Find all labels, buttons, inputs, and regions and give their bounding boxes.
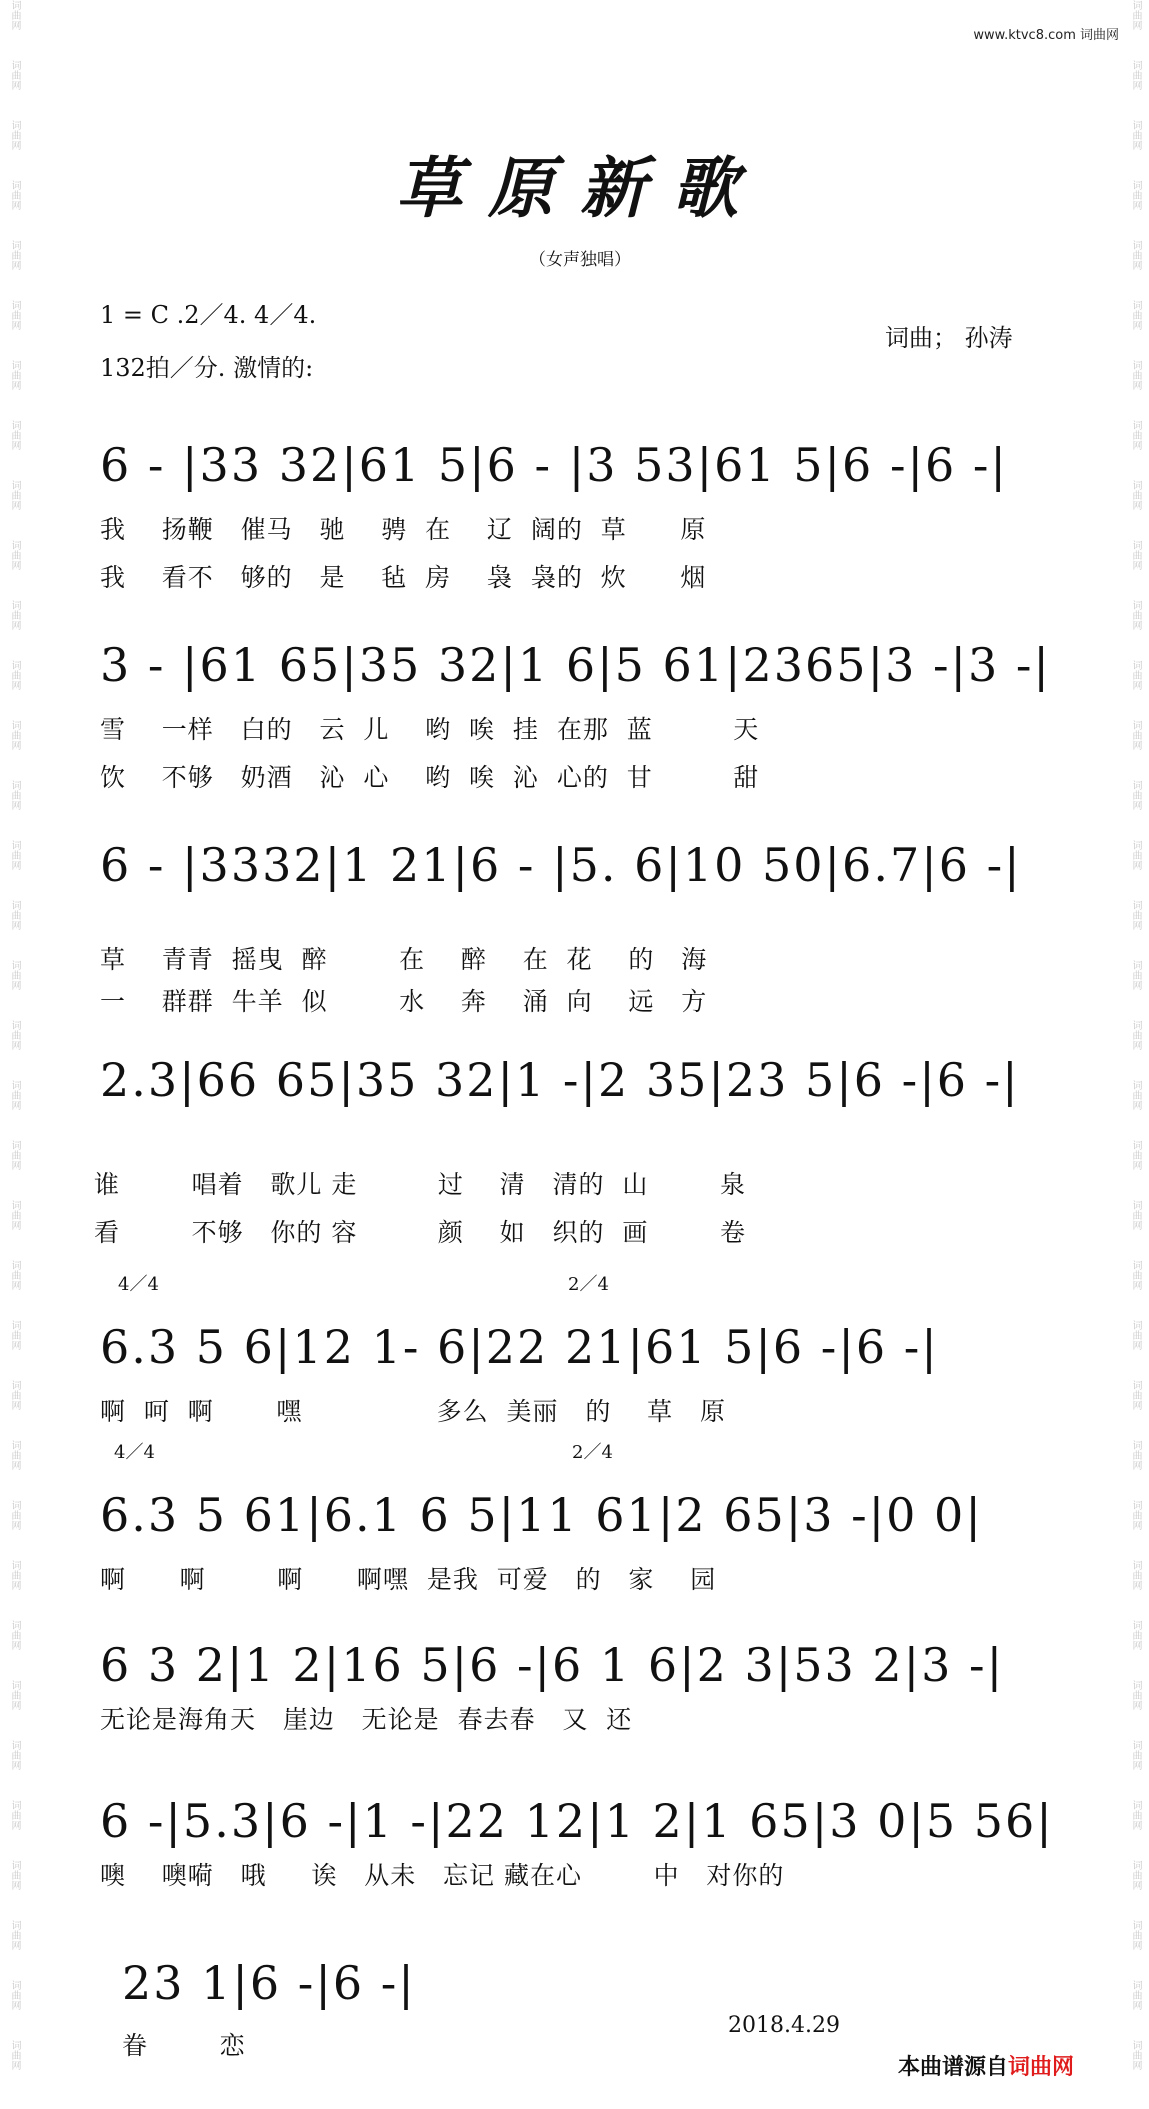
watermark-text: 词曲网 bbox=[9, 240, 20, 270]
lyric-verse-1: 眷 恋 bbox=[122, 2031, 246, 2060]
notation-line: 2.3|66 65|35 32|1 -|2 35|23 5|6 -|6 -| bbox=[100, 1053, 1020, 1107]
lyric-verse-1: 啊 啊 啊 啊嘿 是我 可爱 的 家 园 bbox=[100, 1565, 717, 1594]
watermark-text: 词曲网 bbox=[1130, 1260, 1141, 1290]
watermark-text: 词曲网 bbox=[1130, 1800, 1141, 1830]
watermark-text: 词曲网 bbox=[9, 300, 20, 330]
watermark-text: 词曲网 bbox=[9, 1920, 20, 1950]
watermark-text: 词曲网 bbox=[9, 1080, 20, 1110]
watermark-text: 词曲网 bbox=[1130, 720, 1141, 750]
watermark-text: 词曲网 bbox=[9, 420, 20, 450]
watermark-text: 词曲网 bbox=[1130, 1380, 1141, 1410]
watermark-text: 词曲网 bbox=[9, 1380, 20, 1410]
watermark-text: 词曲网 bbox=[1130, 180, 1141, 210]
watermark-text: 词曲网 bbox=[1130, 60, 1141, 90]
tempo-marking: 132拍／分. 激情的: bbox=[100, 354, 314, 382]
time-signature: 4／4 bbox=[118, 1274, 159, 1295]
watermark-text: 词曲网 bbox=[9, 1440, 20, 1470]
notation-line: 23 1|6 -|6 -| bbox=[122, 1956, 416, 2010]
watermark-text: 词曲网 bbox=[9, 1020, 20, 1050]
watermark-text: 词曲网 bbox=[1130, 660, 1141, 690]
source-credit bbox=[898, 2050, 1074, 2081]
left-watermark-strip bbox=[0, 0, 28, 2109]
time-signature: 2／4 bbox=[572, 1442, 613, 1463]
watermark-text: 词曲网 bbox=[9, 780, 20, 810]
watermark-text: 词曲网 bbox=[1130, 1320, 1141, 1350]
source-site[interactable]: 词曲网 bbox=[1008, 2055, 1075, 2080]
watermark-text: 词曲网 bbox=[1130, 1980, 1141, 2010]
watermark-text: 词曲网 bbox=[1130, 1620, 1141, 1650]
watermark-text: 词曲网 bbox=[1130, 1740, 1141, 1770]
watermark-text: 词曲网 bbox=[1130, 420, 1141, 450]
watermark-text: 词曲网 bbox=[1130, 120, 1141, 150]
watermark-text: 词曲网 bbox=[9, 60, 20, 90]
notation-line: 6.3 5 6|12 1- 6|22 21|61 5|6 -|6 -| bbox=[100, 1320, 939, 1374]
notation-line: 3 - |61 65|35 32|1 6|5 61|2365|3 -|3 -| bbox=[100, 638, 1051, 692]
composer-credit: 词曲； 孙涛 bbox=[885, 324, 1013, 352]
watermark-text: 词曲网 bbox=[9, 1320, 20, 1350]
lyric-verse-2: 饮 不够 奶酒 沁 心 哟 唉 沁 心的 甘 甜 bbox=[100, 763, 760, 792]
notation-line: 6.3 5 61|6.1 6 5|11 61|2 65|3 -|0 0| bbox=[100, 1488, 983, 1542]
time-signature: 2／4 bbox=[568, 1274, 609, 1295]
watermark-text: 词曲网 bbox=[1130, 780, 1141, 810]
watermark-text: 词曲网 bbox=[9, 120, 20, 150]
lyric-verse-1: 谁 唱着 歌儿 走 过 清 清的 山 泉 bbox=[94, 1170, 746, 1199]
watermark-text: 词曲网 bbox=[9, 1500, 20, 1530]
lyric-verse-2: 一 群群 牛羊 似 水 奔 涌 向 远 方 bbox=[100, 987, 708, 1016]
watermark-text: 词曲网 bbox=[1130, 1920, 1141, 1950]
song-title: 草原新歌 bbox=[396, 149, 764, 227]
watermark-text: 词曲网 bbox=[1130, 1200, 1141, 1230]
watermark-text: 词曲网 bbox=[1130, 360, 1141, 390]
watermark-text: 词曲网 bbox=[9, 540, 20, 570]
notation-line: 6 3 2|1 2|16 5|6 -|6 1 6|2 3|53 2|3 -| bbox=[100, 1638, 1005, 1692]
watermark-text: 词曲网 bbox=[9, 720, 20, 750]
watermark-text: 词曲网 bbox=[1130, 480, 1141, 510]
watermark-text: 词曲网 bbox=[1130, 1860, 1141, 1890]
lyric-verse-1: 草 青青 摇曳 醉 在 醉 在 花 的 海 bbox=[100, 945, 708, 974]
watermark-text: 词曲网 bbox=[9, 360, 20, 390]
watermark-text: 词曲网 bbox=[9, 1620, 20, 1650]
watermark-text: 词曲网 bbox=[1130, 960, 1141, 990]
watermark-text: 词曲网 bbox=[9, 1260, 20, 1290]
watermark-text: 词曲网 bbox=[1130, 1080, 1141, 1110]
watermark-text: 词曲网 bbox=[9, 1980, 20, 2010]
watermark-text: 词曲网 bbox=[9, 0, 20, 30]
watermark-text: 词曲网 bbox=[9, 600, 20, 630]
notation-line: 6 - |3332|1 21|6 - |5. 6|10 50|6.7|6 -| bbox=[100, 838, 1022, 892]
site-url: www.ktvc8.com 词曲网 bbox=[973, 28, 1119, 43]
score-date: 2018.4.29 bbox=[728, 2013, 840, 2038]
watermark-text: 词曲网 bbox=[1130, 600, 1141, 630]
watermark-text: 词曲网 bbox=[9, 1140, 20, 1170]
time-signature: 4／4 bbox=[114, 1442, 155, 1463]
watermark-text: 词曲网 bbox=[1130, 540, 1141, 570]
watermark-text: 词曲网 bbox=[9, 1860, 20, 1890]
song-subtitle: （女声独唱） bbox=[529, 250, 631, 270]
watermark-text: 词曲网 bbox=[1130, 900, 1141, 930]
lyric-verse-1: 雪 一样 白的 云 儿 哟 唉 挂 在那 蓝 天 bbox=[100, 715, 760, 744]
watermark-text: 词曲网 bbox=[9, 960, 20, 990]
watermark-text: 词曲网 bbox=[1130, 1440, 1141, 1470]
key-signature: 1 = C .2／4. 4／4. bbox=[100, 301, 317, 329]
lyric-verse-1: 我 扬鞭 催马 驰 骋 在 辽 阔的 草 原 bbox=[100, 515, 707, 544]
watermark-text: 词曲网 bbox=[9, 900, 20, 930]
watermark-text: 词曲网 bbox=[9, 660, 20, 690]
watermark-text: 词曲网 bbox=[9, 480, 20, 510]
lyric-verse-1: 啊 呵 啊 嘿 多么 美丽 的 草 原 bbox=[100, 1397, 726, 1426]
lyric-verse-2: 我 看不 够的 是 毡 房 袅 袅的 炊 烟 bbox=[100, 563, 707, 592]
notation-line: 6 -|5.3|6 -|1 -|22 12|1 2|1 65|3 0|5 56| bbox=[100, 1794, 1054, 1848]
watermark-text: 词曲网 bbox=[1130, 1560, 1141, 1590]
watermark-text: 词曲网 bbox=[9, 180, 20, 210]
watermark-text: 词曲网 bbox=[1130, 1680, 1141, 1710]
watermark-text: 词曲网 bbox=[9, 840, 20, 870]
right-watermark-strip bbox=[1121, 0, 1149, 2109]
notation-line: 6 - |33 32|61 5|6 - |3 53|61 5|6 -|6 -| bbox=[100, 438, 1008, 492]
lyric-verse-1: 无论是海角天 崖边 无论是 春去春 又 还 bbox=[100, 1705, 633, 1734]
lyric-verse-1: 噢 噢嗬 哦 诶 从未 忘记 藏在心 中 对你的 bbox=[100, 1861, 785, 1890]
watermark-text: 词曲网 bbox=[1130, 300, 1141, 330]
watermark-text: 词曲网 bbox=[9, 1740, 20, 1770]
watermark-text: 词曲网 bbox=[9, 1800, 20, 1830]
watermark-text: 词曲网 bbox=[9, 1560, 20, 1590]
lyric-verse-2: 看 不够 你的 容 颜 如 织的 画 卷 bbox=[94, 1218, 746, 1247]
watermark-text: 词曲网 bbox=[9, 1680, 20, 1710]
source-label: 本曲谱源自 bbox=[898, 2055, 1009, 2080]
watermark-text: 词曲网 bbox=[1130, 2040, 1141, 2070]
watermark-text: 词曲网 bbox=[1130, 1500, 1141, 1530]
watermark-text: 词曲网 bbox=[1130, 1020, 1141, 1050]
watermark-text: 词曲网 bbox=[1130, 0, 1141, 30]
watermark-text: 词曲网 bbox=[1130, 1140, 1141, 1170]
watermark-text: 词曲网 bbox=[9, 2040, 20, 2070]
watermark-text: 词曲网 bbox=[1130, 240, 1141, 270]
watermark-text: 词曲网 bbox=[9, 1200, 20, 1230]
watermark-text: 词曲网 bbox=[1130, 840, 1141, 870]
